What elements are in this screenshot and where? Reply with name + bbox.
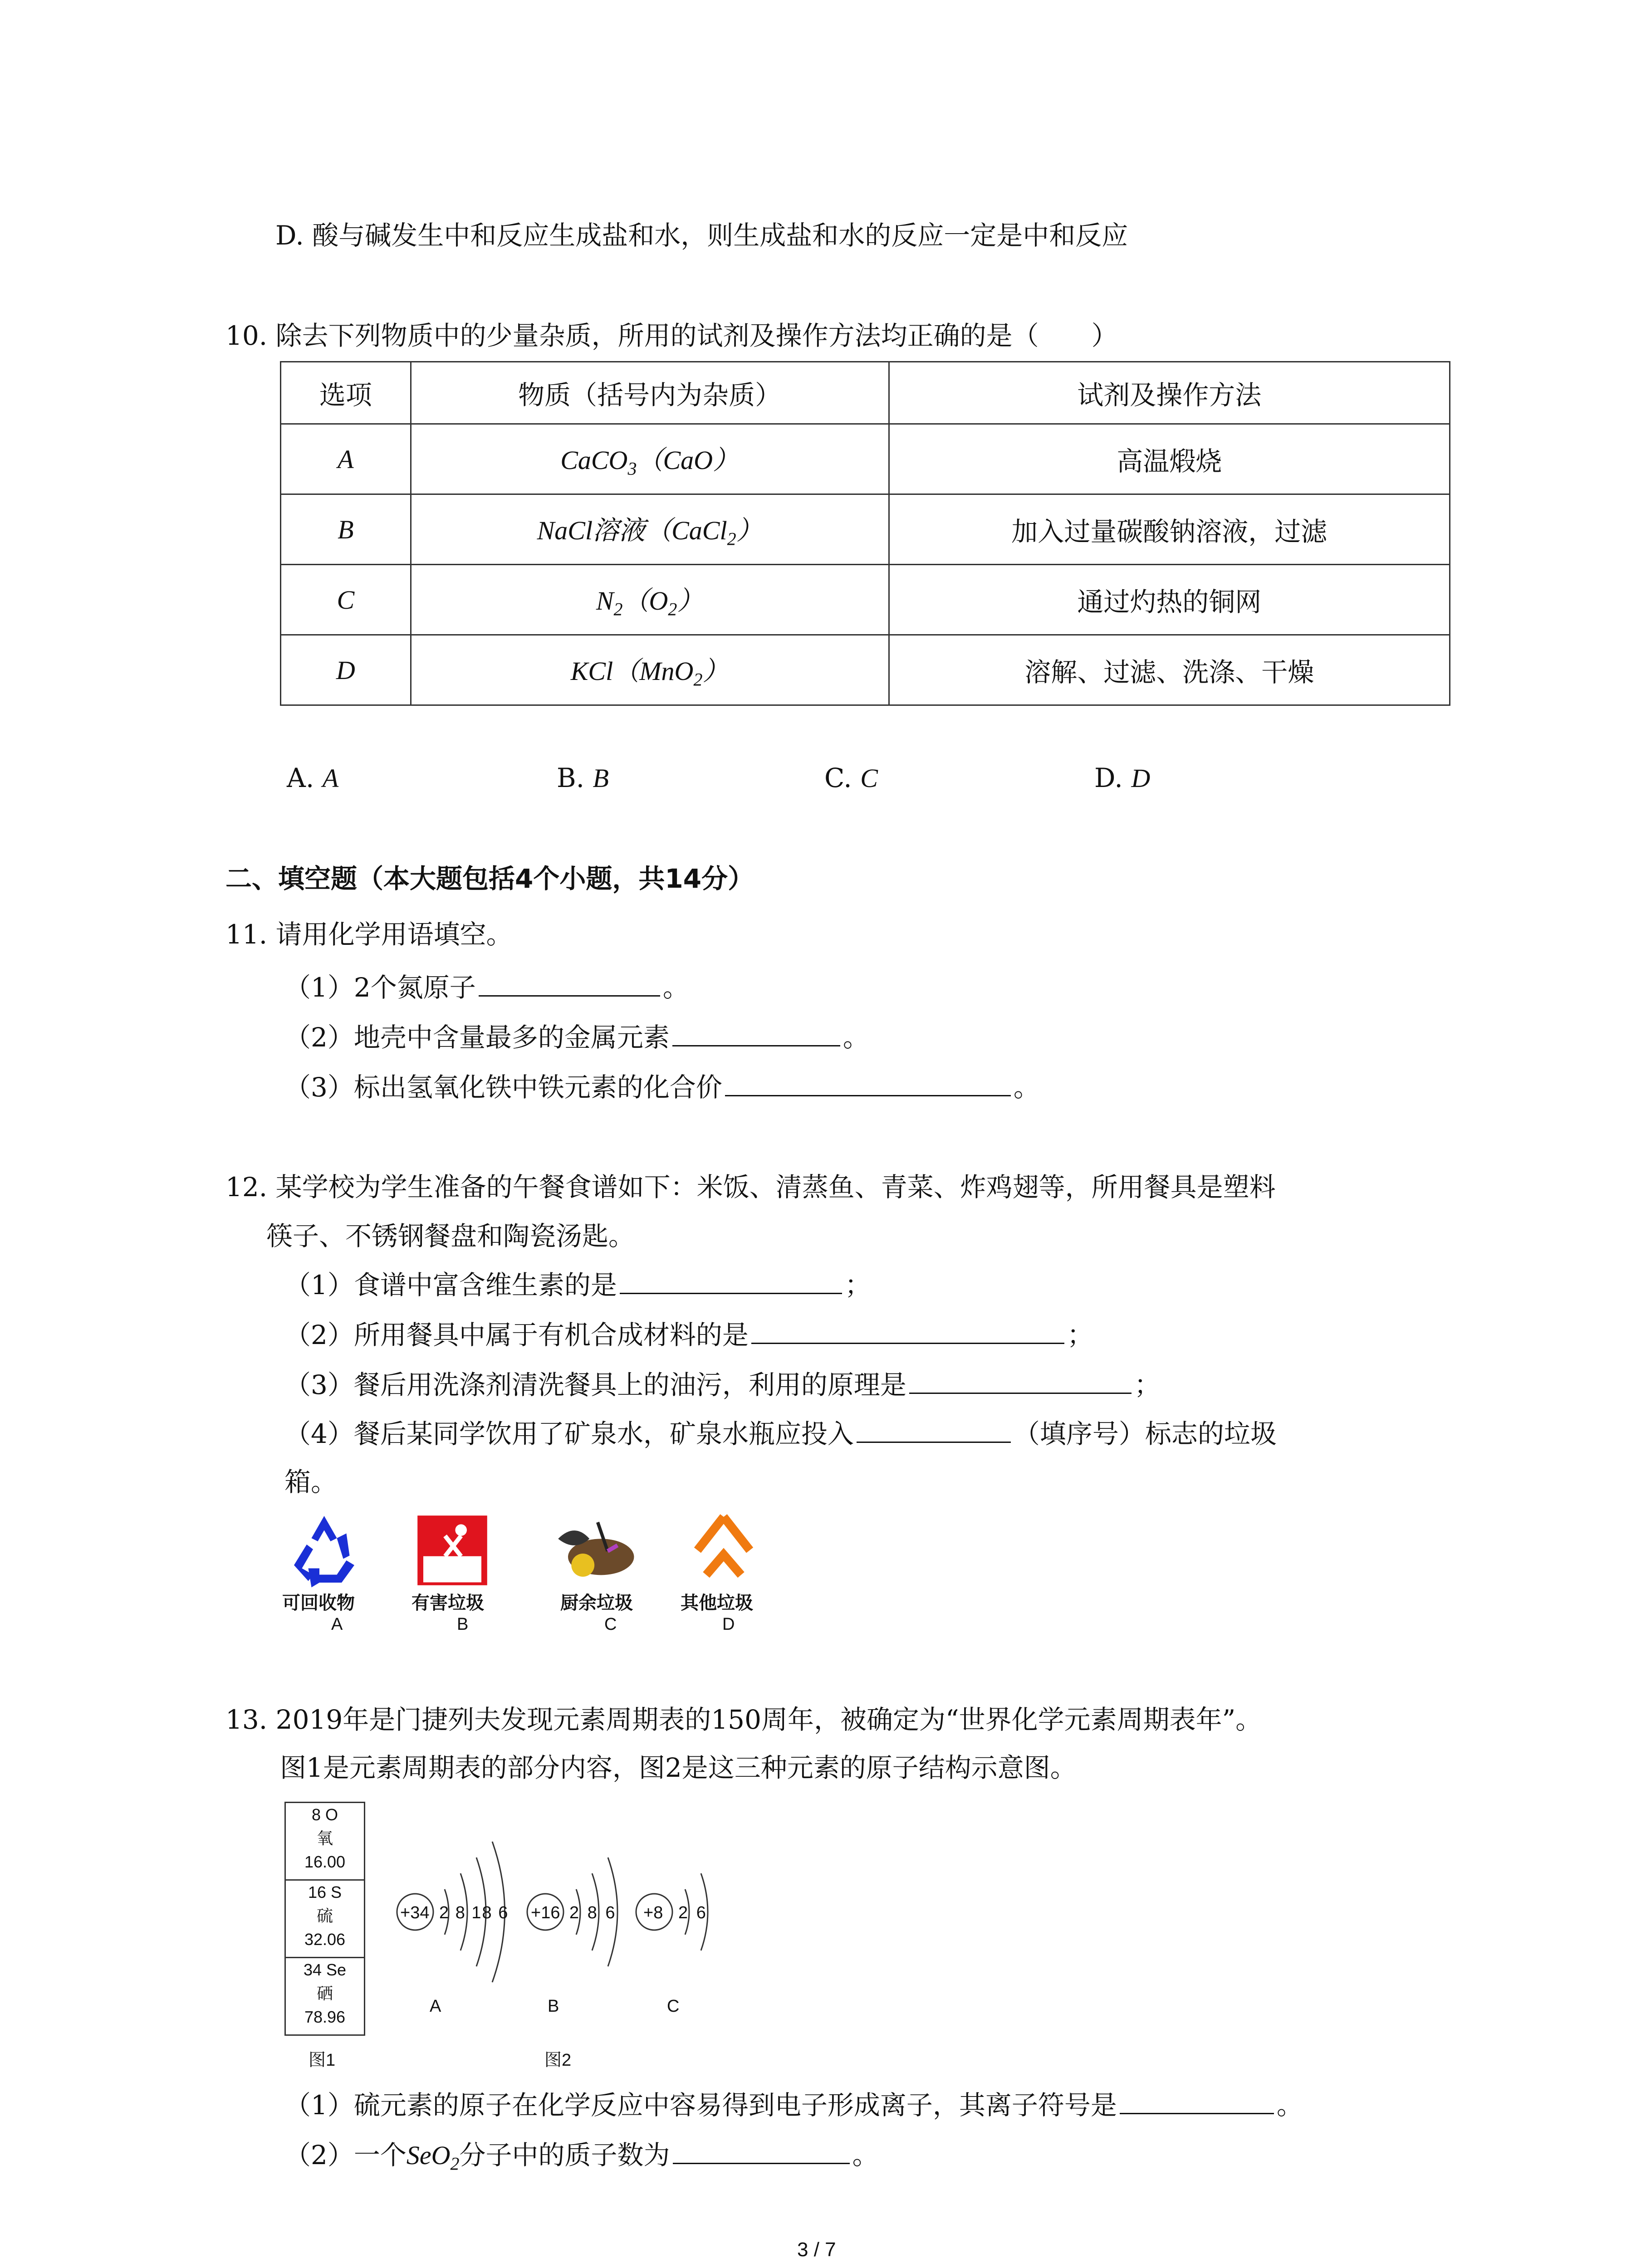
table-row xyxy=(281,565,1450,635)
row-method: 通过灼热的铜网 xyxy=(889,565,1450,635)
table-row xyxy=(281,494,1450,565)
q12-stem-line2: 筷子、不锈钢餐盘和陶瓷汤匙。 xyxy=(266,1221,635,1251)
bin-letter-a: A xyxy=(331,1615,343,1634)
other-waste-icon xyxy=(687,1510,767,1589)
table-row xyxy=(281,635,1450,705)
row-substance: CaCO$_3$（CaO） xyxy=(411,424,889,494)
atom-c-nucleus: +8 xyxy=(643,1903,663,1922)
q10-stem: 10. 除去下列物质中的少量杂质，所用的试剂及操作方法均正确的是（ ） xyxy=(225,320,1118,351)
table-header-substance: 物质（括号内为杂质） xyxy=(411,362,889,424)
atom-a-label: A xyxy=(430,1997,441,2016)
figure1-caption: 图1 xyxy=(309,2051,336,2070)
bin-label-d: 其他垃圾 xyxy=(681,1593,753,1613)
hazard-bin-icon xyxy=(416,1514,495,1593)
bin-letter-b: B xyxy=(457,1615,469,1634)
element-cell: 34 Se 硒 78.96 xyxy=(303,1960,347,2026)
q11-part1: （1）2个氮原子 。 xyxy=(284,972,689,1003)
q12-part3: （3）餐后用洗涤剂清洗餐具上的油污，利用的原理是 ； xyxy=(284,1369,1161,1400)
atom-c-label: C xyxy=(667,1997,680,2016)
answer-blank[interactable] xyxy=(673,2139,850,2164)
answer-blank[interactable] xyxy=(672,1022,840,1046)
answer-blank[interactable] xyxy=(909,1369,1132,1394)
q13-part1: （1）硫元素的原子在化学反应中容易得到电子形成离子，其离子符号是 。 xyxy=(284,2090,1303,2121)
answer-blank[interactable] xyxy=(479,972,660,997)
row-substance: KCl（MnO$_2$） xyxy=(411,635,889,705)
q12-part1: （1）食谱中富含维生素的是 ； xyxy=(284,1270,871,1300)
row-option: A xyxy=(281,424,411,494)
atom-b-nucleus: +16 xyxy=(531,1903,560,1922)
choice-d[interactable]: D. D xyxy=(1094,763,1151,793)
periodic-table-figure xyxy=(284,1802,365,2036)
choice-a[interactable]: A. A xyxy=(287,763,339,793)
bin-label-c: 厨余垃圾 xyxy=(560,1593,633,1613)
q9-option-d: D. 酸与碱发生中和反应生成盐和水，则生成盐和水的反应一定是中和反应 xyxy=(275,220,1128,251)
answer-blank[interactable] xyxy=(620,1269,842,1294)
atom-b-label: B xyxy=(548,1997,559,2016)
q11-stem: 11. 请用化学用语填空。 xyxy=(225,919,513,950)
element-cell: 16 S 硫 32.06 xyxy=(286,1881,364,1958)
row-substance: $N_2(O_2)$ xyxy=(411,565,889,635)
element-cell: 8 O 氧 16.00 xyxy=(286,1803,364,1881)
bin-letter-d: D xyxy=(722,1615,735,1634)
q12-part4-end: 箱。 xyxy=(284,1466,338,1497)
answer-blank[interactable] xyxy=(725,1071,1011,1096)
q13-part2: （2）一个SeO$_2$分子中的质子数为 。 xyxy=(284,2140,879,2174)
bin-label-b: 有害垃圾 xyxy=(411,1593,484,1613)
row-option: B xyxy=(281,494,411,565)
table-header-method: 试剂及操作方法 xyxy=(889,362,1450,424)
answer-blank[interactable] xyxy=(1120,2089,1274,2114)
section-title: 二、填空题（本大题包括4个小题，共14分） xyxy=(225,863,754,894)
answer-blank[interactable] xyxy=(751,1319,1064,1344)
atom-a-nucleus: +34 xyxy=(400,1903,430,1922)
q11-part2: （2）地壳中含量最多的金属元素 。 xyxy=(284,1022,869,1053)
choice-b[interactable]: B. B xyxy=(557,763,609,793)
figure2-caption: 图2 xyxy=(544,2051,572,2070)
table-row xyxy=(281,424,1450,494)
q13-stem-line2: 图1是元素周期表的部分内容，图2是这三种元素的原子结构示意图。 xyxy=(280,1752,1077,1783)
row-option: C xyxy=(281,565,411,635)
answer-blank[interactable] xyxy=(857,1418,1011,1443)
q10-table xyxy=(280,361,1450,706)
row-option: D xyxy=(281,635,411,705)
atom-a-shells: 2 8 18 6 xyxy=(439,1903,509,1922)
atom-c-shells: 2 6 xyxy=(678,1903,708,1922)
q11-part3: （3）标出氢氧化铁中铁元素的化合价 。 xyxy=(284,1072,1040,1103)
bin-label-a: 可回收物 xyxy=(282,1593,355,1613)
atom-b-shells: 2 8 6 xyxy=(569,1903,617,1922)
row-method: 高温煅烧 xyxy=(889,424,1450,494)
kitchen-waste-icon xyxy=(550,1505,629,1584)
table-header-option: 选项 xyxy=(281,362,411,424)
recycle-icon xyxy=(284,1510,364,1589)
q12-part4: （4）餐后某同学饮用了矿泉水，矿泉水瓶应投入 （填序号）标志的垃圾 xyxy=(284,1418,1277,1449)
page-number: 3 / 7 xyxy=(797,2239,836,2261)
row-method: 加入过量碳酸钠溶液，过滤 xyxy=(889,494,1450,565)
q12-part2: （2）所用餐具中属于有机合成材料的是 ； xyxy=(284,1320,1093,1350)
row-substance: NaCl溶液（CaCl$_2$） xyxy=(411,494,889,565)
bin-letter-c: C xyxy=(604,1615,617,1634)
choice-c[interactable]: C. C xyxy=(824,763,878,793)
row-method: 溶解、过滤、洗涤、干燥 xyxy=(889,635,1450,705)
q12-stem-line1: 12. 某学校为学生准备的午餐食谱如下：米饭、清蒸鱼、青菜、炸鸡翅等，所用餐具是塑料 xyxy=(225,1172,1276,1202)
q13-stem-line1: 13. 2019年是门捷列夫发现元素周期表的150周年，被确定为“世界化学元素周期表年”。 xyxy=(225,1704,1262,1735)
